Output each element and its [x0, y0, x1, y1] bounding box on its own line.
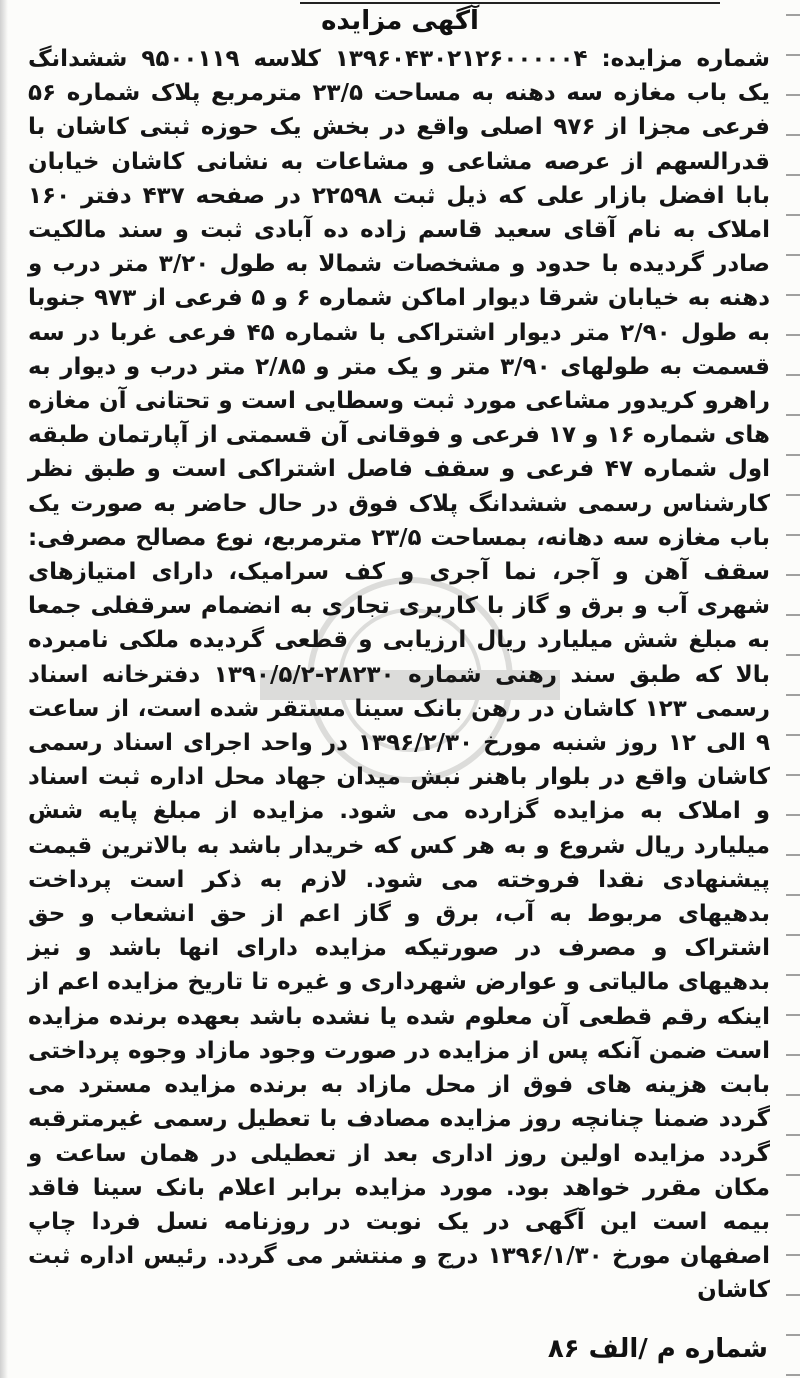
scan-left-edge [0, 0, 8, 1378]
notice-title: آگهی مزایده [321, 6, 479, 36]
notice-body: شماره مزایده: ۱۳۹۶۰۴۳۰۲۱۲۶۰۰۰۰۰۴ کلاسه ۹۵۰۰۱۱۹ ششدانگ یک باب مغازه سه دهنه به مساحت ۲۳/۵ مترمربع پلاک شماره ۵۶ فرعی مجزا از ۹۷۶ اصلی واقع در بخش یک حوزه ثبتی کاشان با قدرالسهم از عرصه مشاعی و مشاعات به نشانی کاشان خیابان بابا افضل بازار علی که ذیل ثبت ۲۲۵۹۸ در صفحه ۴۳۷ دفتر ۱۶۰ املاک به نام آقای سعید قاسم زاده ده آبادی ثبت و سند مالکیت صادر گردیده با حدود و مشخصات شمالا به طول ۳/۲۰ متر درب و دهنه به خیابان شرقا دیوار اماکن شماره ۶ و ۵ فرعی از ۹۷۳ جنوبا به طول ۲/۹۰ متر دیوار اشتراکی با شماره ۴۵ فرعی غربا در سه قسمت به طولهای ۳/۹۰ متر و یک متر و ۲/۸۵ متر درب و دیوار به راهرو کریدور مشاعی مورد ثبت وسطایی است و تحتانی آن مغازه های شماره ۱۶ و ۱۷ فرعی و فوقانی آن قسمتی از آپارتمان طبقه اول شماره ۴۷ فرعی و سقف فاصل اشتراکی است و طبق نظر کارشناس رسمی ششدانگ پلاک فوق در حال حاضر به صورت یک باب مغازه سه دهانه، بمساحت ۲۳/۵ مترمربع، نوع مصالح مصرفی: سقف آهن و آجر، نما آجری و کف سرامیک، دارای امتیازهای شهری آب و برق و گاز با کاربری تجاری به انضمام سرقفلی جمعا به مبلغ شش میلیارد ریال ارزیابی و قطعی گردیده ملکی نامبرده بالا که طبق سند رهنی شماره ۲۸۲۳۰-۱۳۹۰/۵/۲ دفترخانه اسناد رسمی ۱۲۳ کاشان در رهن بانک سینا مستقر شده است، از ساعت ۹ الی ۱۲ روز شنبه مورخ ۱۳۹۶/۲/۳۰ در واحد اجرای اسناد رسمی کاشان واقع در بلوار باهنر نبش میدان جهاد محل اداره ثبت اسناد و املاک به مزایده گزارده می شود. مزایده از مبلغ پایه شش میلیارد ریال شروع و به هر کس که خریدار باشد به بالاترین قیمت پیشنهادی نقدا فروخته می شود. لازم به ذکر است پرداخت بدهیهای مربوط به آب، برق و گاز اعم از حق انشعاب و حق اشتراک و مصرف در صورتیکه مزایده دارای انها باشد و نیز بدهیهای مالیاتی و عوارض شهرداری و غیره تا تاریخ مزایده اعم از اینکه رقم قطعی آن معلوم شده یا نشده باشد بعهده برنده مزایده است ضمن آنکه پس از مزایده در صورت وجود مازاد وجوه پرداختی بابت هزینه های فوق از محل مازاد به برنده مزایده مسترد می گردد ضمنا چنانچه روز مزایده مصادف با تعطیل رسمی غیرمترقبه گردد مزایده اولین روز اداری بعد از تعطیلی در همان ساعت و مکان مقرر خواهد بود. مورد مزایده برابر اعلام بانک سینا فاقد بیمه است این آگهی در یک نوبت در روزنامه نسل فردا چاپ اصفهان مورخ ۱۳۹۶/۱/۳۰ درج و منتشر می گردد. رئیس اداره ثبت کاشان [28, 46, 771, 1304]
notice-reference-number: شماره م /الف ۸۶ [547, 1334, 768, 1364]
scan-right-edge [786, 0, 800, 1378]
